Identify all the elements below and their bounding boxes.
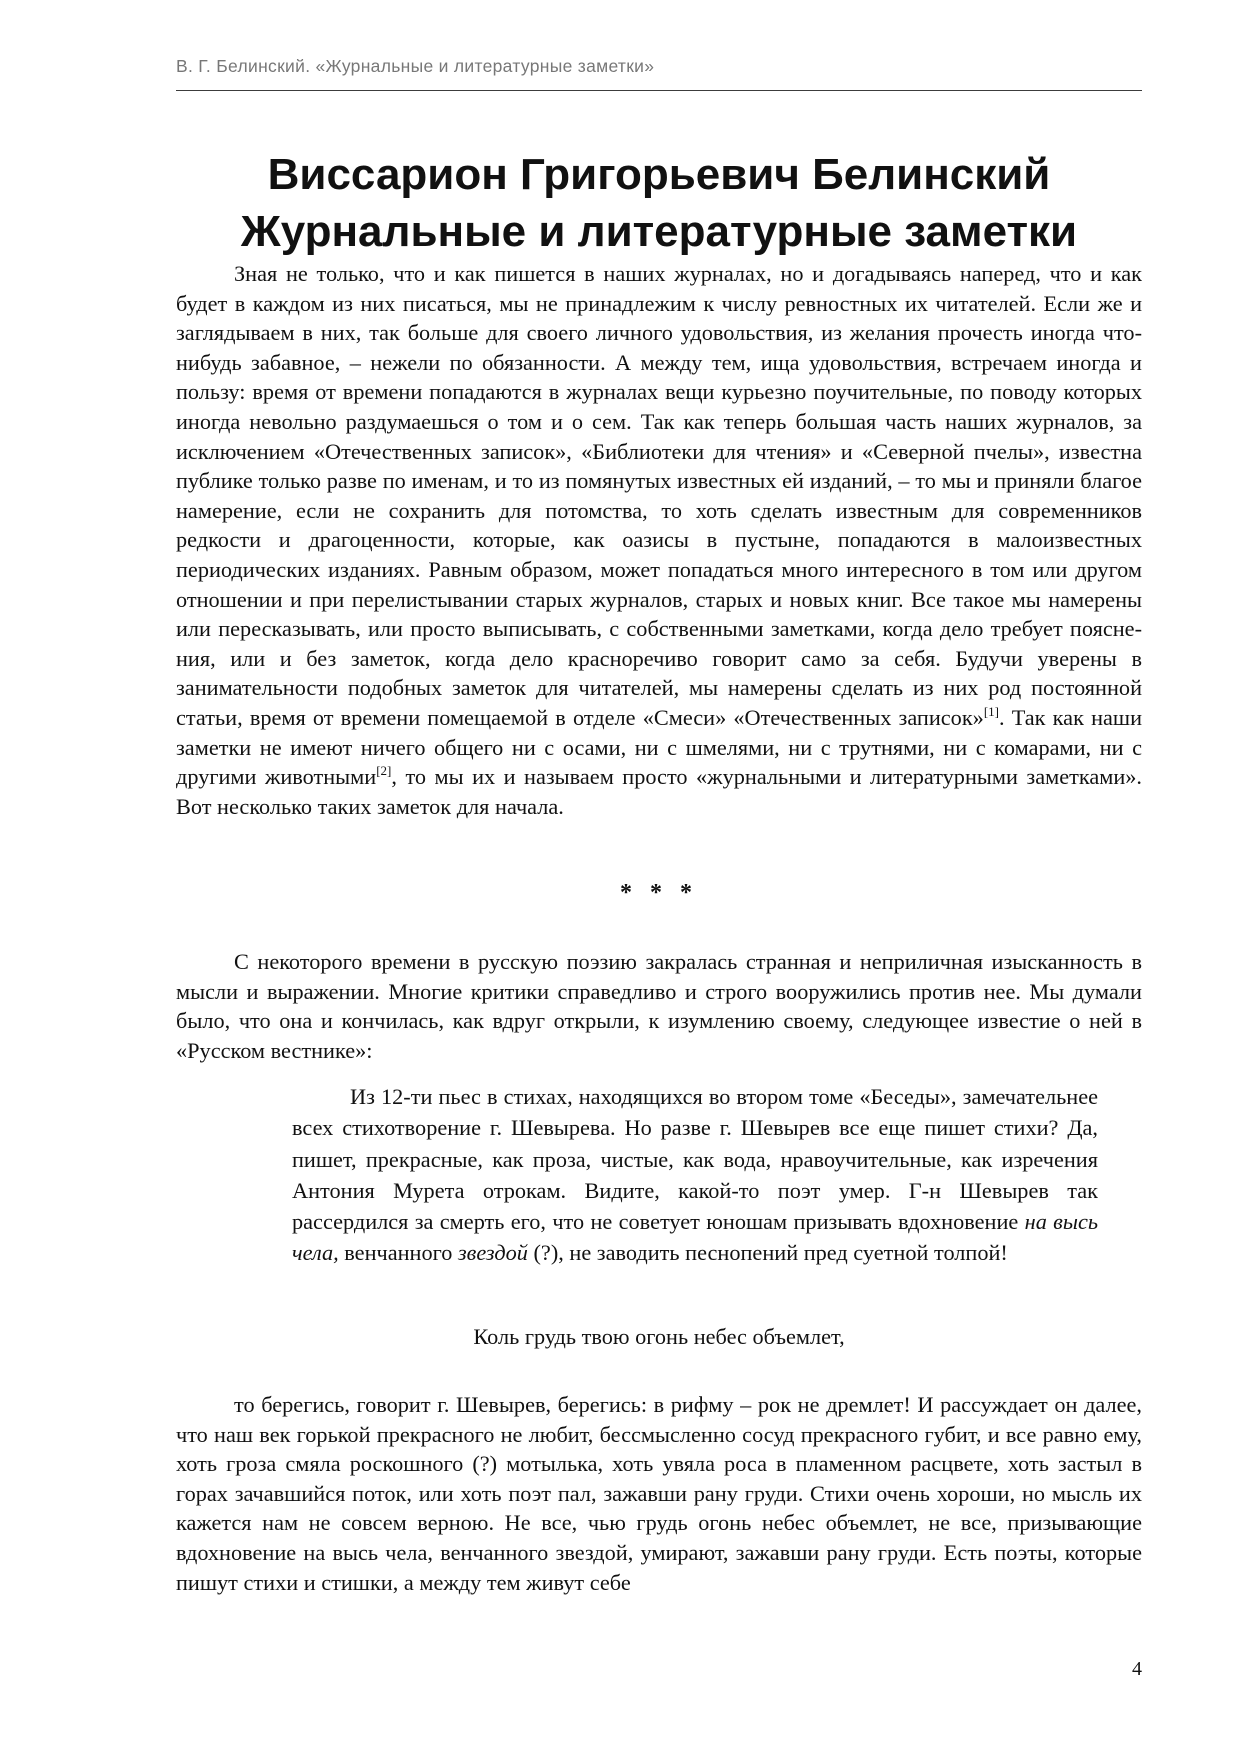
page-header [176, 52, 1142, 91]
footnote-ref-1[interactable]: [1] [983, 703, 999, 719]
intro-text-1: Зная не только, что и как пишется в наших журналах, но и догадываясь наперед, что и как будет в каждом из них писаться, мы не принадлежим к числу ревностных их читателей. Если же и заглядываем в них, так больше для своего личного удовольствия, из желания прочесть иногда что-нибудь забавное, – нежели по обязанности. А между тем, ища удовольствия, встречаем иногда и пользу: время от времени попадаются в журналах вещи курьезно поучительные, по поводу которых иногда невольно раздумаешься о том и о сем. Так как теперь большая часть наших журналов, за исключением «Отечественных записок», «Библиотеки для чтения» и «Северной пчелы», известна публике только разве по именам, и то из помянутых известных ей изданий, – то мы и приняли благое намерение, если не сохранить для потомства, то хоть сделать известным для современников редкости и драгоценности, которые, как оазисы в пустыне, попадаются в малоизвестных периодических изданиях. Равным образом, может попадаться много интересного в том или другом отношении и при перелистывании старых журналов, старых и новых книг. Все такое мы намерены или пересказывать, или просто выписывать, с собственными заметками, когда дело требует пояснения, или и без заметок, когда дело красноречиво говорит само за себя. Будучи уверены в занимательности подобных заметок для читателей, мы намерены сделать из них род постоянной статьи, время от времени помещаемой в отделе «Смеси» «Отечественных записок» [176, 261, 1142, 730]
second-section [176, 947, 1142, 1065]
quote-emphasis-1: на высь чела, [292, 1209, 1099, 1266]
quote-paragraph [292, 1081, 1098, 1269]
title-author: Виссарион Григорьевич Белинский [267, 150, 1051, 199]
title-work: Журнальные и литературные заметки [240, 207, 1078, 256]
after-verse-paragraph: то берегись, говорит г. Шевырев, берегись: в рифму – рок не дремлет! И рассуждает он далее, что наш век горькой прекрасного не любит, бессмысленно сосуд прекрасного губит, и все равно ему, хоть гроза смяла роскошного (?) мотылька, хоть увяла роса в пламенном расцвете, хоть застыл в горах зачавшийся поток, или хоть поэт пал, зажавши рану груди. Стихи очень хороши, но мысль их кажется нам не совсем верною. Не все, чью грудь огонь небес объемлет, не все, призывающие вдохновение на высь чела, венчанного звездой, умирают, зажавши рану груди. Есть поэты, которые пишут стихи и стишки, а между тем живут себе [176, 1392, 1142, 1595]
quote-text-1: Из 12-ти пьес в стихах, находящихся во втором томе «Беседы», замечательнее всех стихотворение г. Шевырева. Но разве г. Шевырев все еще пишет стихи? Да, пишет, прекрасные, как проза, чистые, как вода, нравоучительные, как изречения Антония Мурета отрокам. Видите, какой-то поэт умер. Г-н Шевырев так рассердился за смерть его, что не советует юношам призывать вдохновение [292, 1084, 1098, 1235]
block-quote [292, 1081, 1098, 1269]
quote-text-2: венчанного [338, 1240, 458, 1266]
intro-section [176, 259, 1142, 821]
page-title [176, 146, 1142, 260]
intro-text-3: , то мы их и называем просто «журнальными и литературными заметками». Вот несколько таких заметок для начала. [176, 764, 1142, 819]
after-verse-section [176, 1390, 1142, 1597]
running-head: В. Г. Белинский. «Журнальные и литературные заметки» [176, 56, 655, 76]
intro-paragraph [176, 259, 1142, 821]
page-number: 4 [1132, 1658, 1142, 1680]
verse-line: Коль грудь твою огонь небес объемлет, [473, 1324, 845, 1349]
quote-text-3: (?), не заводить песнопений пред суетной толпой! [527, 1240, 1008, 1266]
quote-emphasis-2: звездой [457, 1240, 528, 1266]
footnote-ref-2[interactable]: [2] [376, 763, 392, 779]
intro-text-2: . Так как наши заметки не имеют ничего общего ни с осами, ни с шмелями, ни с трутнями, ни с комарами, ни с другими животными [176, 704, 1142, 790]
section-separator: * * * [620, 880, 698, 906]
second-paragraph: С некоторого времени в русскую поэзию закралась странная и неприличная изысканность в мысли и выражении. Многие критики справедливо и строго вооружились против нее. Мы думали было, что она и кончилась, как вдруг открыли, к изумлению своему, следующее известие о ней в «Русском вестнике»: [176, 949, 1142, 1063]
